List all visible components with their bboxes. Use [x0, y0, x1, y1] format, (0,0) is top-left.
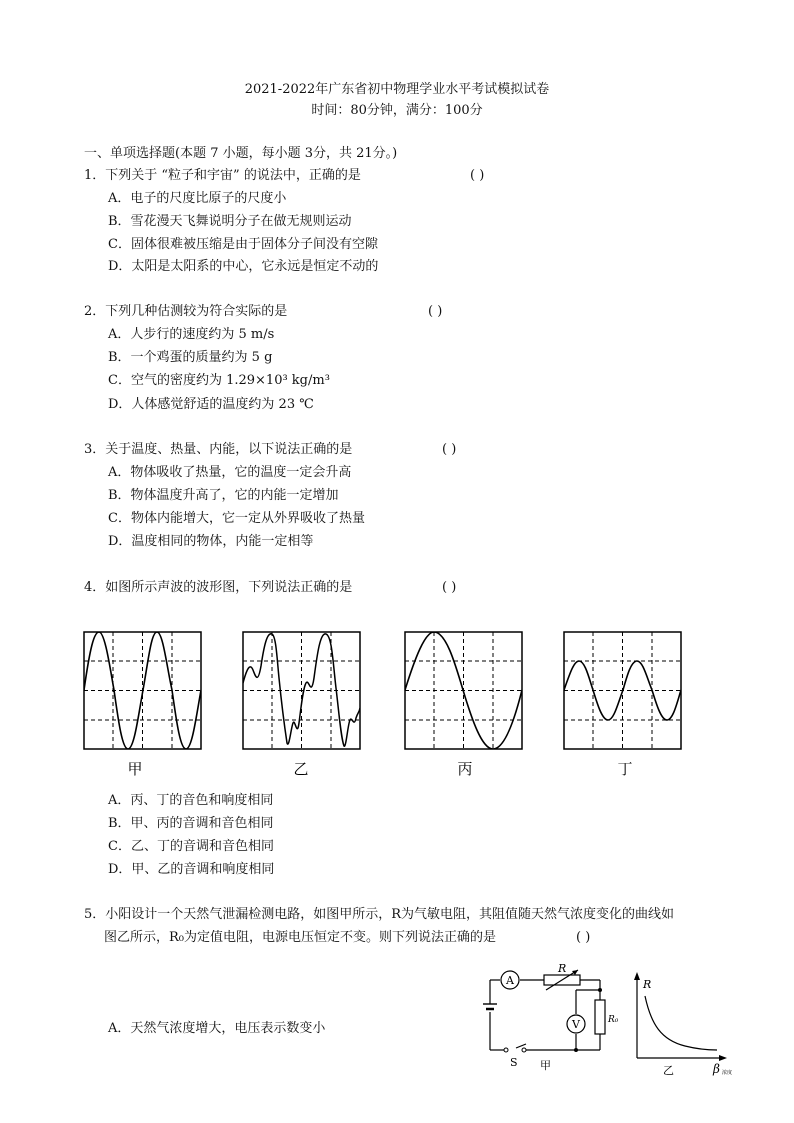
wave-label-jia: 甲 [127, 760, 143, 778]
resistor-r0-label: R₀ [608, 1015, 618, 1025]
question-4-option-c: C．乙、丁的音调和音色相同 [108, 839, 274, 854]
question-4-option-b: B．甲、丙的音调和音色相同 [108, 816, 274, 831]
waveform-figures [80, 628, 690, 783]
section-heading: 一、单项选择题(本题 7 小题，每小题 3分，共 21分。) [84, 146, 398, 161]
question-1-answer-blank: ( ) [470, 168, 485, 183]
question-5-stem-line2: 图乙所示，R₀为定值电阻，电源电压恒定不变。则下列说法正确的是 [104, 930, 496, 945]
resistor-r-label: R [558, 962, 567, 975]
question-1-option-d: D．太阳是太阳系的中心，它永远是恒定不动的 [108, 259, 379, 274]
resistance-concentration-graph [625, 970, 745, 1078]
question-3-stem: 3．关于温度、热量、内能，以下说法正确的是 [84, 442, 353, 457]
graph-caption: 乙 [663, 1064, 674, 1077]
question-4-answer-blank: ( ) [442, 580, 457, 595]
waveform-bing [405, 632, 522, 749]
graph-x-sub: 浓度 [722, 1070, 733, 1076]
fixed-resistor-icon [595, 1000, 605, 1034]
resistance-curve [645, 996, 717, 1050]
voltmeter-label: V [572, 1018, 580, 1031]
question-5-answer-blank: ( ) [576, 930, 591, 945]
wave-label-ding: 丁 [617, 760, 633, 778]
waveform-ding [564, 632, 681, 749]
question-2-answer-blank: ( ) [428, 304, 443, 319]
question-2-option-d: D．人体感觉舒适的温度约为 23 ℃ [108, 397, 314, 412]
waveform-yi [243, 632, 360, 749]
circuit-caption: 甲 [540, 1059, 551, 1072]
exam-title: 2021-2022年广东省初中物理学业水平考试模拟试卷 [244, 82, 550, 97]
question-4-stem: 4．如图所示声波的波形图，下列说法正确的是 [84, 580, 353, 595]
question-3-option-b: B．物体温度升高了，它的内能一定增加 [108, 488, 339, 503]
question-4-option-a: A．丙、丁的音色和响度相同 [108, 793, 274, 808]
question-3-option-c: C．物体内能增大，它一定从外界吸收了热量 [108, 511, 365, 526]
question-5-option-a: A．天然气浓度增大，电压表示数变小 [108, 1021, 326, 1036]
exam-subtitle: 时间：80分钟，满分：100分 [311, 103, 483, 118]
question-2-option-c: C．空气的密度约为 1.29×10³ kg/m³ [108, 373, 330, 388]
question-1-option-b: B．雪花漫天飞舞说明分子在做无规则运动 [108, 214, 352, 229]
graph-y-label: R [643, 978, 652, 991]
ammeter-label: A [506, 974, 514, 987]
wave-label-bing: 丙 [457, 760, 473, 778]
waveform-jia [84, 632, 201, 749]
question-2-stem: 2．下列几种估测较为符合实际的是 [84, 304, 288, 319]
question-3-option-a: A．物体吸收了热量，它的温度一定会升高 [108, 465, 352, 480]
question-2-option-a: A．人步行的速度约为 5 m/s [108, 327, 275, 342]
question-3-answer-blank: ( ) [442, 442, 457, 457]
switch-icon [504, 1048, 508, 1052]
y-axis-arrow-icon [634, 972, 640, 980]
wave-label-yi: 乙 [293, 760, 309, 778]
x-axis-arrow-icon [719, 1055, 727, 1061]
circuit-diagram [478, 962, 618, 1077]
graph-x-label: β [713, 1062, 720, 1076]
question-1-option-c: C．固体很难被压缩是由于固体分子间没有空隙 [108, 237, 378, 252]
switch-label: S [510, 1056, 518, 1069]
question-4-option-d: D．甲、乙的音调和响度相同 [108, 862, 275, 877]
question-3-option-d: D．温度相同的物体，内能一定相等 [108, 534, 314, 549]
question-2-option-b: B．一个鸡蛋的质量约为 5 g [108, 350, 273, 365]
question-5-stem-line1: 5．小阳设计一个天然气泄漏检测电路，如图甲所示，R为气敏电阻，其阻值随天然气浓度变化的曲线如 [84, 907, 675, 922]
question-1-stem: 1．下列关于 “粒子和宇宙” 的说法中，正确的是 [84, 168, 361, 183]
question-1-option-a: A．电子的尺度比原子的尺度小 [108, 191, 287, 206]
